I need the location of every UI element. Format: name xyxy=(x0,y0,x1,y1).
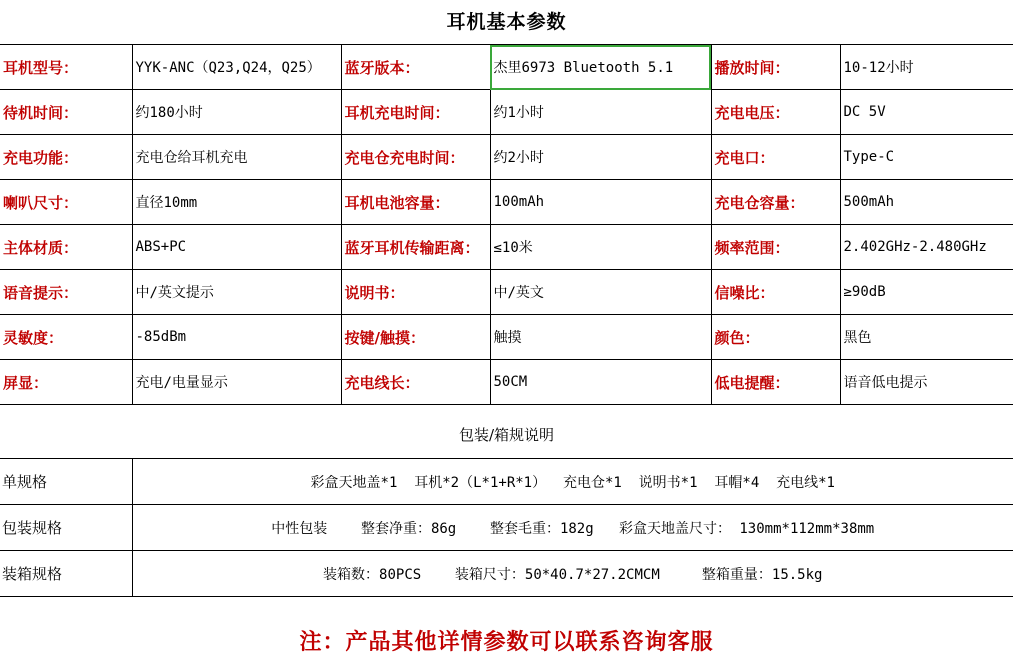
contact-note: 注：产品其他详情参数可以联系咨询客服 xyxy=(299,629,714,655)
spec-value[interactable]: 约180小时 xyxy=(132,90,341,135)
spec-label[interactable]: 耳机型号： xyxy=(0,45,132,90)
spec-label[interactable]: 蓝牙版本： xyxy=(341,45,490,90)
spec-value[interactable]: 约2小时 xyxy=(490,135,711,180)
spec-label[interactable]: 说明书： xyxy=(341,270,490,315)
spec-value[interactable]: Type-C xyxy=(840,135,1013,180)
table-row xyxy=(0,90,1013,135)
spec-value[interactable]: YYK-ANC（Q23,Q24，Q25） xyxy=(132,45,341,90)
spec-value[interactable]: 触摸 xyxy=(490,315,711,360)
spec-label[interactable]: 屏显： xyxy=(0,360,132,405)
spec-value[interactable]: 约1小时 xyxy=(490,90,711,135)
table-row xyxy=(0,270,1013,315)
packaging-table xyxy=(0,458,1013,597)
table-row xyxy=(0,459,1013,505)
table-row xyxy=(0,180,1013,225)
packaging-value[interactable]: 彩盒天地盖*1 耳机*2（L*1+R*1） 充电仓*1 说明书*1 耳帽*4 充电线*1 xyxy=(132,459,1013,505)
spec-label[interactable]: 主体材质： xyxy=(0,225,132,270)
table-row xyxy=(0,315,1013,360)
spec-value[interactable]: 500mAh xyxy=(840,180,1013,225)
spec-label[interactable]: 语音提示： xyxy=(0,270,132,315)
spec-value[interactable]: 中/英文 xyxy=(490,270,711,315)
spec-label[interactable]: 耳机电池容量： xyxy=(341,180,490,225)
spec-value-selected-cell[interactable]: 杰里6973 Bluetooth 5.1 xyxy=(490,45,711,90)
spec-value[interactable]: ≥90dB xyxy=(840,270,1013,315)
spec-label[interactable]: 蓝牙耳机传输距离： xyxy=(341,225,490,270)
spec-label[interactable]: 充电功能： xyxy=(0,135,132,180)
spec-value[interactable]: 10-12小时 xyxy=(840,45,1013,90)
spec-table xyxy=(0,44,1013,405)
table-row xyxy=(0,360,1013,405)
packaging-heading[interactable]: 包装/箱规说明 xyxy=(458,426,555,444)
spec-value[interactable]: 100mAh xyxy=(490,180,711,225)
spec-label[interactable]: 灵敏度： xyxy=(0,315,132,360)
spec-label[interactable]: 按键/触摸： xyxy=(341,315,490,360)
table-row xyxy=(0,45,1013,90)
spec-value[interactable]: 语音低电提示 xyxy=(840,360,1013,405)
spec-value[interactable]: 黑色 xyxy=(840,315,1013,360)
spec-label[interactable]: 充电线长： xyxy=(341,360,490,405)
packaging-label[interactable]: 单规格 xyxy=(0,459,132,505)
table-row xyxy=(0,505,1013,551)
spec-label[interactable]: 充电电压： xyxy=(711,90,840,135)
spec-label[interactable]: 信噪比： xyxy=(711,270,840,315)
spec-value[interactable]: 充电/电量显示 xyxy=(132,360,341,405)
table-row xyxy=(0,135,1013,180)
packaging-label[interactable]: 装箱规格 xyxy=(0,551,132,597)
packaging-value[interactable]: 装箱数：80PCS 装箱尺寸：50*40.7*27.2CMCM 整箱重量：15.5kg xyxy=(132,551,1013,597)
spec-label[interactable]: 颜色： xyxy=(711,315,840,360)
spec-label[interactable]: 频率范围： xyxy=(711,225,840,270)
spec-value[interactable]: 2.402GHz-2.480GHz xyxy=(840,225,1013,270)
spec-value[interactable]: 50CM xyxy=(490,360,711,405)
spec-label[interactable]: 播放时间： xyxy=(711,45,840,90)
spec-label[interactable]: 耳机充电时间： xyxy=(341,90,490,135)
spec-value[interactable]: ≤10米 xyxy=(490,225,711,270)
packaging-value[interactable]: 中性包装 整套净重：86g 整套毛重：182g 彩盒天地盖尺寸： 130mm*112mm*38mm xyxy=(132,505,1013,551)
page-title: 耳机基本参数 xyxy=(446,11,567,33)
spec-label[interactable]: 充电仓充电时间： xyxy=(341,135,490,180)
spec-value[interactable]: 直径10mm xyxy=(132,180,341,225)
spec-value[interactable]: ABS+PC xyxy=(132,225,341,270)
spec-value[interactable]: 充电仓给耳机充电 xyxy=(132,135,341,180)
spec-label[interactable]: 低电提醒： xyxy=(711,360,840,405)
spec-value[interactable]: 中/英文提示 xyxy=(132,270,341,315)
spec-value[interactable]: -85dBm xyxy=(132,315,341,360)
spec-label[interactable]: 喇叭尺寸： xyxy=(0,180,132,225)
spec-label[interactable]: 充电仓容量： xyxy=(711,180,840,225)
spec-label[interactable]: 待机时间： xyxy=(0,90,132,135)
packaging-label[interactable]: 包装规格 xyxy=(0,505,132,551)
table-row xyxy=(0,225,1013,270)
spec-value[interactable]: DC 5V xyxy=(840,90,1013,135)
table-row xyxy=(0,551,1013,597)
spec-label[interactable]: 充电口： xyxy=(711,135,840,180)
